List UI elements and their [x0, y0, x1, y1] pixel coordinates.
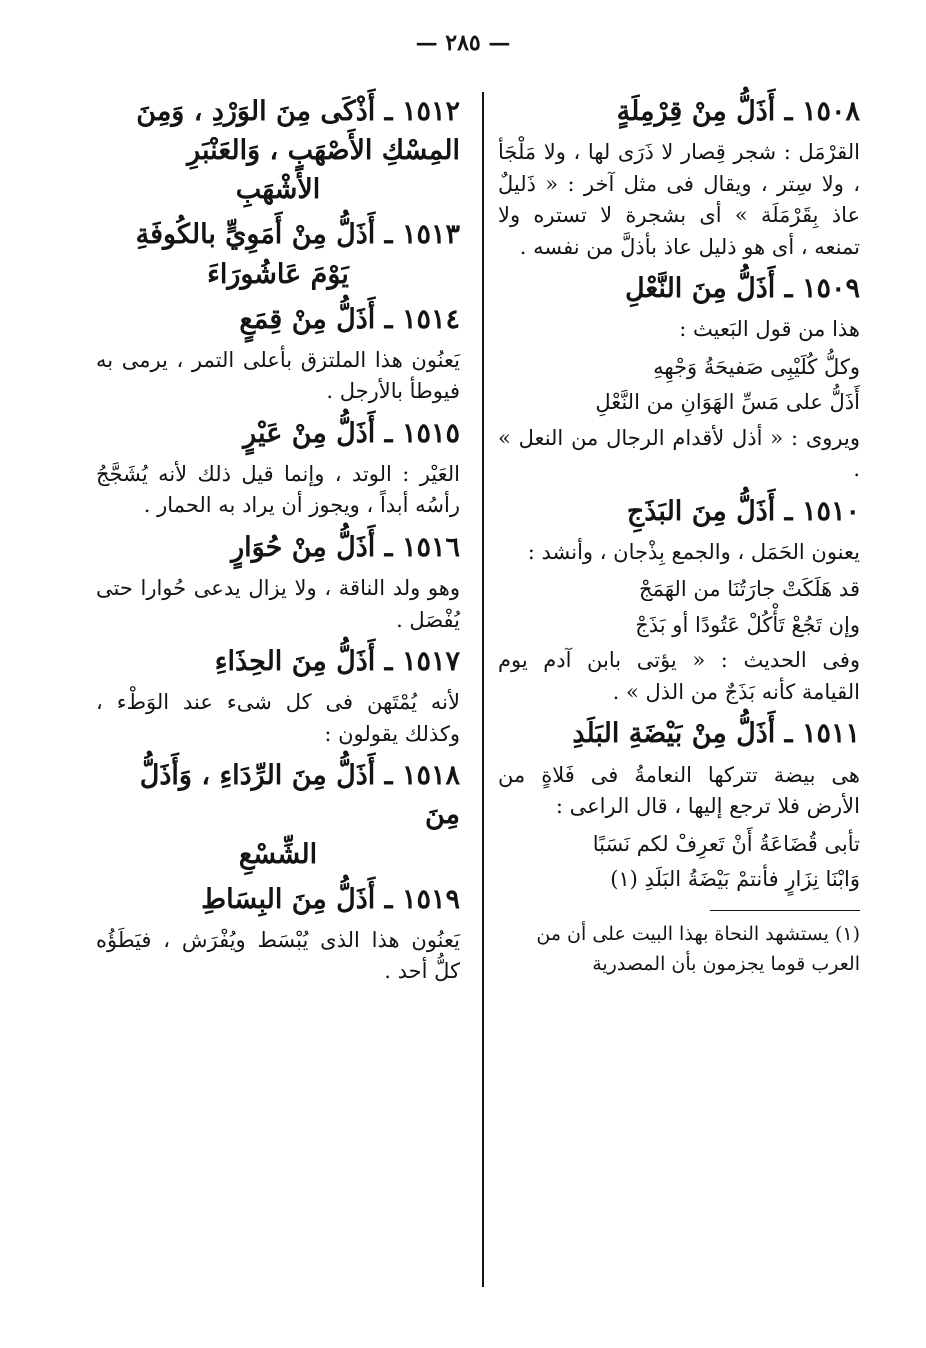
entry-1512	[96, 92, 460, 209]
entry-1515	[96, 414, 460, 522]
entry-1511	[498, 714, 860, 895]
verse-line: أَذَلُّ على مَسِّ الهَوَانِ من النَّعْلِ	[595, 390, 860, 415]
entry-heading-text: ١٥١٣ ـ أَذَلُّ مِنْ أَمَوِيٍّ بالكُوفَةِ	[135, 219, 460, 251]
entry-text: وفى الحديث : « يؤتى بابن آدم يوم القيامة كأنه بَذَجٌ من الذل » .	[498, 648, 860, 704]
entry-text: يَعنُون هذا الذى يُبْسَط ويُفْرَش ، فيَطَؤُه كلُّ أحد .	[96, 927, 460, 984]
entry-heading-continuation: الأَشْهَبِ	[235, 174, 321, 206]
entry-heading-continuation: يَوْمَ عَاشُورَاءَ	[207, 258, 349, 290]
column-divider	[482, 92, 484, 1287]
entry-heading: ١٥١٧ ـ أَذَلُّ مِنَ الحِذَاءِ	[214, 646, 460, 678]
verse-line: وإن تَجُعْ تَأْكُلْ عَتُودًا أو بَذَجْ	[635, 612, 860, 637]
entry-heading: ١٥١١ ـ أَذَلُّ مِنْ بَيْضَةِ البَلَدِ	[572, 718, 860, 750]
verse-line: وَابْنَا نِزَارٍ فأنتمْ بَيْضَةُ البَلَدِ (١)	[610, 867, 860, 892]
entry-text: وهو ولد الناقة ، ولا يزال يدعى حُوارا حتى يُفْصَل .	[96, 576, 460, 632]
entry-1517	[96, 642, 460, 750]
entry-heading-text: ١٥١٢ ـ أَذْكَى مِنَ الوَرْدِ ، وَمِنَ المِسْكِ الأَصْهَبِ ، وَالعَنْبَرِ	[136, 96, 460, 167]
left-column	[96, 86, 460, 1286]
page-number: — ٢٨٥ —	[415, 30, 511, 56]
entry-1518	[96, 756, 460, 873]
entry-1510	[498, 492, 860, 709]
verse-line: وكلُّ كُلَيْبِى صَفيحَةُ وَجْهِهِ	[653, 354, 860, 379]
entry-heading-continuation: الشِّسْعِ	[238, 838, 318, 870]
entry-text: هى بيضة تتركها النعامةُ فى فَلاةٍ من الأرض فلا ترجع إليها ، قال الراعى :	[498, 762, 860, 819]
entry-1513	[96, 215, 460, 293]
entry-1509	[498, 269, 860, 486]
entry-heading	[96, 756, 460, 873]
entry-heading-text: ١٥١٨ ـ أَذَلُّ مِنَ الرِّدَاءِ ، وَأَذَلُّ مِنَ	[139, 760, 460, 831]
entry-heading: ١٥١٤ ـ أَذَلُّ مِنْ قِمَعٍ	[239, 303, 460, 335]
footnote-divider	[710, 910, 860, 911]
entry-1516	[96, 528, 460, 636]
entry-heading: ١٥١٥ ـ أَذَلُّ مِنْ عَيْرٍ	[243, 417, 460, 449]
entry-heading: ١٥١٦ ـ أَذَلُّ مِنْ حُوَارٍ	[231, 531, 460, 563]
entry-text: يعنون الحَمَل ، والجمع بِذْجان ، وأنشد :	[527, 539, 860, 564]
entry-heading	[96, 92, 460, 209]
entry-heading: ١٥٠٩ ـ أَذَلُّ مِنَ النَّعْلِ	[624, 273, 860, 305]
entry-1514	[96, 300, 460, 408]
right-column	[498, 86, 860, 1296]
entry-text: القرْمَل : شجر قِصار لا ذَرَى لها ، ولا مَلْجَأ ، ولا سِتر ، ويقال فى مثل آخر : « ذَليلٌ عاذ بِقَرْمَلَة » أى بشجرة لا تستره ولا تمنعه ، أى هو ذليل عاذ بأذلَّ من نفسه .	[498, 140, 860, 259]
entry-text: يَعنُون هذا الملتزق بأعلى التمر ، يرمى به فيوطأ بالأرجل .	[96, 347, 460, 404]
entry-heading: ١٥٠٨ ـ أَذَلُّ مِنْ قِرْمِلَةٍ	[616, 96, 860, 127]
entry-1508	[498, 92, 860, 263]
entry-text: العَيْر : الوتد ، وإنما قيل ذلك لأنه يُشَجَّجُ رأسُه أبداً ، ويجوز أن يراد به الحمار .	[96, 461, 460, 518]
entry-1519	[96, 880, 460, 988]
entry-text: ويروى : « أذل لأقدام الرجال من النعل » .	[498, 425, 860, 482]
footnote: (١) يستشهد النحاة بهذا البيت على أن من العرب قوما يجزمون بأن المصدرية	[536, 922, 860, 975]
entry-heading	[96, 215, 460, 293]
entry-heading: ١٥١٠ ـ أَذَلُّ مِنَ البَذَجِ	[626, 495, 860, 527]
verse-line: قد هَلَكَتْ جارَتُنَا من الهَمَجْ	[639, 577, 860, 602]
entry-heading: ١٥١٩ ـ أَذَلُّ مِنَ البِسَاطِ	[201, 883, 460, 915]
entry-text: هذا من قول البَعيث :	[679, 317, 860, 342]
verse-line: تأبى قُضَاعَةُ أَنْ تَعرِفْ لكم نَسَبًا	[592, 831, 860, 856]
entry-text: لأنه يُمْتَهن فى كل شىء عند الوَطْء ، وكذلك يقولون :	[96, 690, 460, 746]
